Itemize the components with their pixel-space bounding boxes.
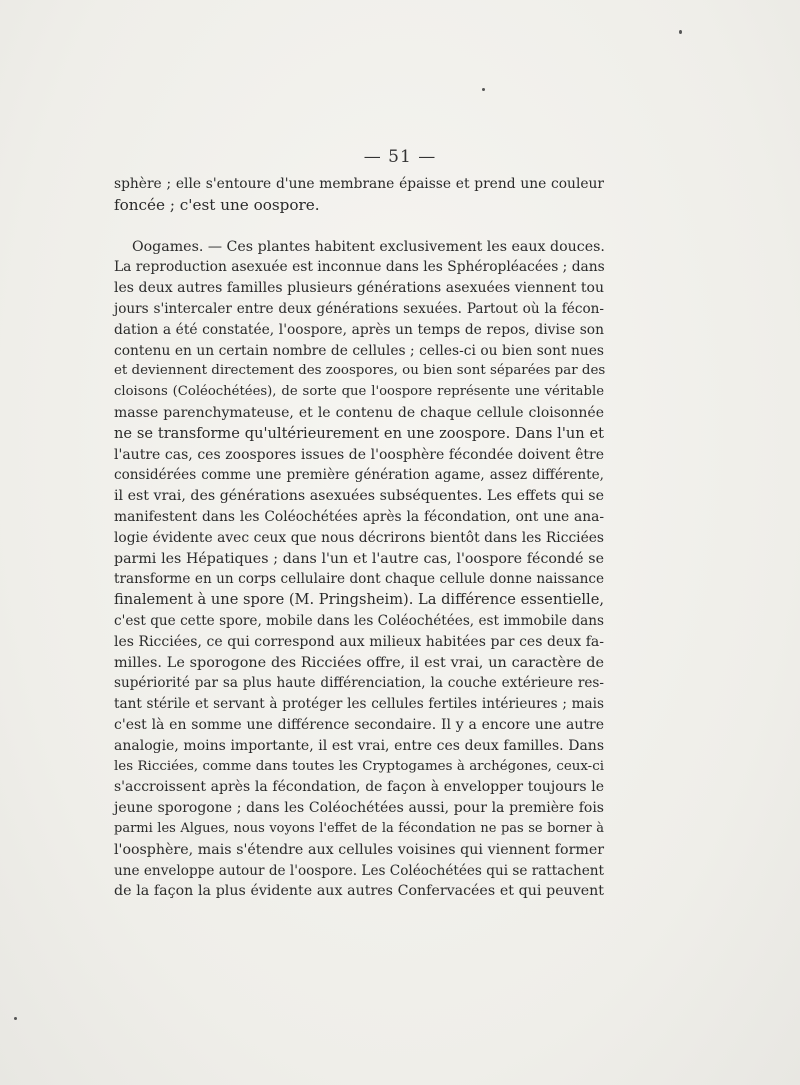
text-line: l'oosphère, mais s'étendre aux cellules voisines qui viennent former [114,841,604,858]
text-line: considérées comme une première génération agame, assez différente, [114,467,604,484]
text-line: milles. Le sporogone des Ricciées offre, il est vrai, un caractère de [114,654,604,671]
text-line: les deux autres familles plusieurs générations asexuées viennent tou [114,280,604,297]
text-line: transforme en un corps cellulaire dont chaque cellule donne naissance [114,571,604,588]
text-line: jeune sporogone ; dans les Coléochétées aussi, pour la première fois [114,800,604,817]
text-line: parmi les Hépatiques ; dans l'un et l'autre cas, l'oospore fécondé se [114,550,604,567]
text-line: jours s'intercaler entre deux générations sexuées. Partout où la fécon- [114,300,604,317]
text-line: analogie, moins importante, il est vrai, entre ces deux familles. Dans [114,737,604,754]
text-line: sphère ; elle s'entoure d'une membrane épaisse et prend une couleur [114,176,604,192]
text-line: ne se transforme qu'ultérieurement en une zoospore. Dans l'un et [114,424,604,442]
text-line: de la façon la plus évidente aux autres Confervacées et qui peuvent [114,883,604,900]
text-line: manifestent dans les Coléochétées après la fécondation, ont une ana- [114,508,604,525]
text-line: l'autre cas, ces zoospores issues de l'oosphère fécondée doivent être [114,446,604,463]
text-line: supériorité par sa plus haute différenciation, la couche extérieure res- [114,675,604,692]
ink-speck [679,30,682,34]
text-line: parmi les Algues, nous voyons l'effet de la fécondation ne pas se borner à [114,820,604,836]
text-line: c'est là en somme une différence secondaire. Il y a encore une autre [114,716,604,733]
body-text [114,174,604,902]
text-line: foncée ; c'est une oospore. [114,195,320,214]
text-line: les Ricciées, comme dans toutes les Cryptogames à archégones, ceux-ci [114,758,604,774]
text-line: contenu en un certain nombre de cellules ; celles-ci ou bien sont nues [114,342,604,359]
text-line: logie évidente avec ceux que nous décrirons bientôt dans les Ricciées [114,529,604,546]
text-line: finalement à une spore (M. Pringsheim). La différence essentielle, [114,591,604,609]
text-line: il est vrai, des générations asexuées subséquentes. Les effets qui se [114,488,604,505]
text-line: La reproduction asexuée est inconnue dans les Sphéropléacées ; dans [114,259,605,276]
text-line: Oogames. — Ces plantes habitent exclusivement les eaux douces. [132,238,605,255]
paragraph-gap [114,216,604,237]
text-line: les Ricciées, ce qui correspond aux milieux habitées par ces deux fa- [114,633,604,650]
page-number: — 51 — [363,147,437,167]
text-line: masse parenchymateuse, et le contenu de chaque cellule cloisonnée [114,404,604,421]
text-line: une enveloppe autour de l'oospore. Les Coléochétées qui se rattachent [114,862,604,879]
text-line: tant stérile et servant à protéger les cellules fertiles intérieures ; mais [114,696,604,713]
text-line: s'accroissent après la fécondation, de façon à envelopper toujours le [114,779,604,796]
text-line: cloisons (Coléochétées), de sorte que l'oospore représente une véritable [114,384,604,400]
paragraph [114,174,604,216]
paragraph [114,237,604,903]
ink-speck [482,88,485,91]
ink-speck [14,1017,17,1020]
text-line: dation a été constatée, l'oospore, après un temps de repos, divise son [114,321,604,338]
text-line: et deviennent directement des zoospores, ou bien sont séparées par des [114,363,606,379]
text-line: c'est que cette spore, mobile dans les Coléochétées, est immobile dans [114,612,604,629]
